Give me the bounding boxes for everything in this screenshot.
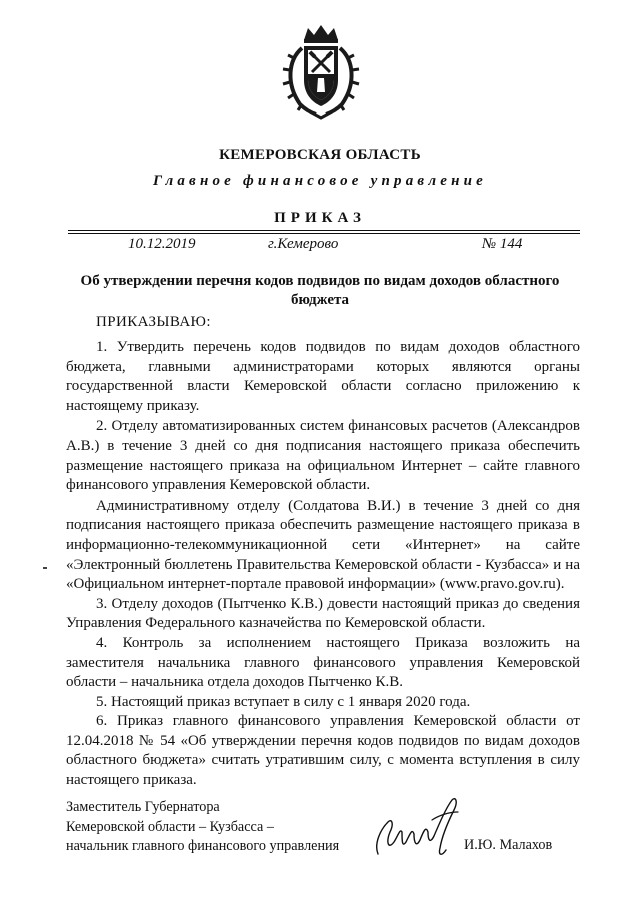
paragraph-5: 5. Настоящий приказ вступает в силу с 1 января 2020 года.: [96, 693, 471, 710]
document-number: № 144: [482, 236, 523, 252]
paragraph-2: 2. Отделу автоматизированных систем финансовых расчетов (Александров А.В.) в течение 3 дней со дня подписания настоящего приказа обеспечить размещение настоящего приказа на официальном Интернет – сайте главного финансового управления Кемеровской области.: [66, 418, 580, 494]
document-body: [66, 338, 580, 791]
position-line: Кемеровской области – Кузбасса –: [66, 818, 274, 835]
document-date: 10.12.2019: [128, 236, 196, 252]
paragraph-6: 6. Приказ главного финансового управления Кемеровской области от 12.04.2018 № 54 «Об утверждении перечня кодов подвидов по видам доходов областного бюджета» считать утратившим силу, с момента вступления в силу настоящего приказа.: [66, 713, 580, 789]
position-line: начальник главного финансового управления: [66, 838, 340, 854]
signer-name: И.Ю. Малахов: [464, 837, 553, 853]
coat-of-arms-emblem: [280, 22, 362, 120]
paragraph-4: 4. Контроль за исполнением настоящего Приказа возложить на заместителя начальника главного финансового управления Кемеровской области – начальника отдела доходов Пытченко К.В.: [66, 634, 580, 691]
document-subject: Об утверждении перечня кодов подвидов по видам доходов областного бюджета: [80, 273, 560, 308]
document-type-title: ПРИКАЗ: [274, 210, 366, 226]
decree-word: ПРИКАЗЫВАЮ:: [96, 314, 211, 330]
document-city: г.Кемерово: [268, 236, 339, 252]
signatory-position: [66, 798, 339, 857]
signature: [372, 792, 472, 862]
header-divider-thick: [68, 230, 580, 231]
margin-mark: [43, 567, 47, 569]
header-divider-thin: [68, 233, 580, 234]
region-name: КЕМЕРОВСКАЯ ОБЛАСТЬ: [219, 147, 421, 163]
position-line: Заместитель Губернатора: [66, 799, 220, 815]
paragraph-1: 1. Утвердить перечень кодов подвидов по видам доходов областного бюджета, главными администраторами которых являются органы государственной власти Кемеровской области согласно приложению к настоящему приказу.: [66, 339, 580, 414]
handwritten-signature-icon: [372, 792, 472, 862]
paragraph-2-admin: Административному отделу (Солдатова В.И.) в течение 3 дней со дня подписания настоящего приказа обеспечить размещение настоящего приказа в информационно-телекоммуникационной сети «Интернет» на сайте «Электронный бюллетень Правительства Кемеровской области - Кузбасса» и на «Официальном интернет-портале правовой информации» (www.pravo.gov.ru).: [66, 497, 580, 593]
department-name: Главное финансовое управление: [152, 173, 487, 189]
kemerovo-coat-of-arms-icon: [280, 22, 362, 120]
paragraph-3: 3. Отделу доходов (Пытченко К.В.) довести настоящий приказ до сведения Управления Федерального казначейства по Кемеровской области.: [66, 595, 580, 632]
